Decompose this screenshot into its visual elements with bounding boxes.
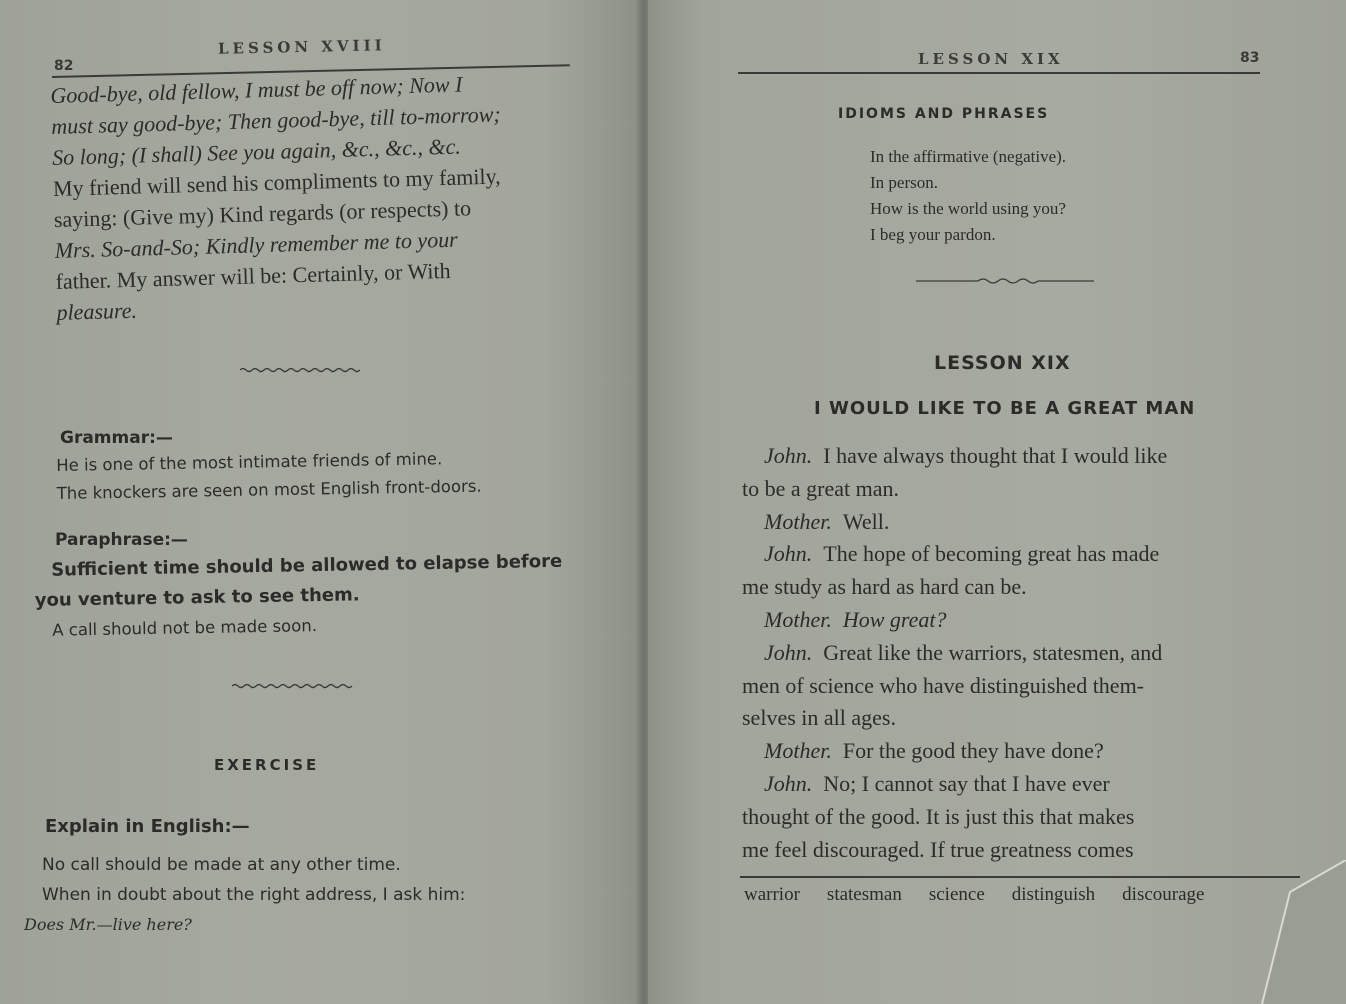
footer-rule (740, 876, 1300, 878)
dialogue-text: selves in all ages. (742, 705, 896, 731)
left-running-head: LESSON XVIII (217, 36, 386, 58)
vocabulary-word: discourage (1122, 884, 1205, 905)
intro-line: saying: (Give my) Kind regards (or respects) to (53, 195, 472, 232)
idiom-item: In the affirmative (negative). (870, 147, 1067, 166)
dialogue-speaker: John. (764, 639, 813, 665)
dialogue-text: I have always thought that I would like (823, 443, 1168, 468)
grammar-line: The knockers are seen on most English front-doors. (56, 476, 482, 503)
explain-line: Does Mr.—live here? (24, 915, 192, 934)
left-intro-block (50, 67, 506, 327)
idioms-title: IDIOMS AND PHRASES (838, 106, 1050, 122)
paraphrase-line: A call should not be made soon. (52, 616, 318, 640)
dialogue-text: to be a great man. (742, 475, 899, 501)
idioms-list (870, 144, 1066, 248)
intro-line: must say good-bye; Then good-bye, till to-morrow; (50, 101, 501, 139)
wavy-divider (232, 682, 354, 690)
grammar-line: He is one of the most intimate friends of mine. (56, 449, 443, 475)
vocabulary-word: distinguish (1011, 884, 1096, 905)
right-page (648, 0, 1346, 1004)
idiom-item: How is the world using you? (870, 199, 1066, 218)
right-running-head: LESSON XIX (918, 50, 1064, 68)
intro-line: pleasure. (56, 297, 138, 325)
explain-label: Explain in English:— (45, 816, 250, 837)
right-page-number: 83 (1240, 50, 1260, 66)
dialogue-block (742, 440, 1167, 866)
dialogue-text: The hope of becoming great has made (823, 541, 1160, 567)
dialogue-text: How great? (842, 606, 947, 632)
torn-corner (1260, 860, 1346, 1004)
dialogue-text: thought of the good. It is just this that makes (742, 803, 1135, 829)
dialogue-text: Great like the warriors, statesmen, and (823, 639, 1163, 665)
vocabulary-word: statesman (826, 884, 902, 905)
idiom-item: In person. (870, 173, 938, 192)
grammar-block (56, 445, 482, 508)
idiom-item: I beg your pardon. (870, 225, 996, 244)
exercise-title: EXERCISE (214, 756, 320, 774)
paraphrase-line: you venture to ask to see them. (34, 584, 360, 611)
paraphrase-block (34, 547, 564, 646)
dialogue-text: me study as hard as hard can be. (742, 574, 1027, 600)
dialogue-speaker: John. (764, 770, 813, 796)
dialogue-speaker: John. (764, 541, 813, 567)
right-head-rule (738, 72, 1260, 74)
intro-line: father. My answer will be: Certainly, or With (55, 257, 451, 294)
intro-line: So long; (I shall) See you again, &c., &c., &c. (51, 133, 462, 170)
intro-line: Mrs. So-and-So; Kindly remember me to your (54, 226, 459, 263)
wavy-divider (240, 366, 360, 374)
paraphrase-line: Sufficient time should be allowed to elapse before (51, 550, 563, 581)
ornament-divider (916, 276, 1094, 286)
explain-block (24, 850, 465, 940)
paraphrase-label: Paraphrase:— (55, 530, 188, 550)
vocabulary-row (744, 884, 1204, 906)
dialogue-text: No; I cannot say that I have ever (823, 770, 1110, 796)
lesson-title: LESSON XIX (934, 352, 1071, 374)
vocabulary-word: warrior (744, 884, 800, 905)
dialogue-text: men of science who have distinguished them- (742, 672, 1145, 698)
dialogue-text: Well. (842, 508, 890, 534)
dialogue-speaker: Mother. (764, 606, 832, 632)
dialogue-speaker: Mother. (764, 738, 832, 764)
intro-line: Good-bye, old fellow, I must be off now; Now I (50, 71, 463, 108)
dialogue-text: For the good they have done? (842, 738, 1104, 764)
vocabulary-word: science (928, 884, 985, 905)
grammar-label: Grammar:— (60, 428, 173, 448)
left-page-number: 82 (54, 58, 74, 74)
explain-line: When in doubt about the right address, I ask him: (42, 885, 466, 905)
dialogue-speaker: John. (764, 443, 813, 468)
dialogue-speaker: Mother. (764, 508, 832, 534)
lesson-subtitle: I WOULD LIKE TO BE A GREAT MAN (814, 398, 1196, 419)
left-page (0, 0, 642, 1004)
explain-line: No call should be made at any other time. (42, 855, 401, 875)
intro-line: My friend will send his compliments to my family, (52, 163, 501, 201)
dialogue-text: me feel discouraged. If true greatness comes (742, 836, 1134, 862)
